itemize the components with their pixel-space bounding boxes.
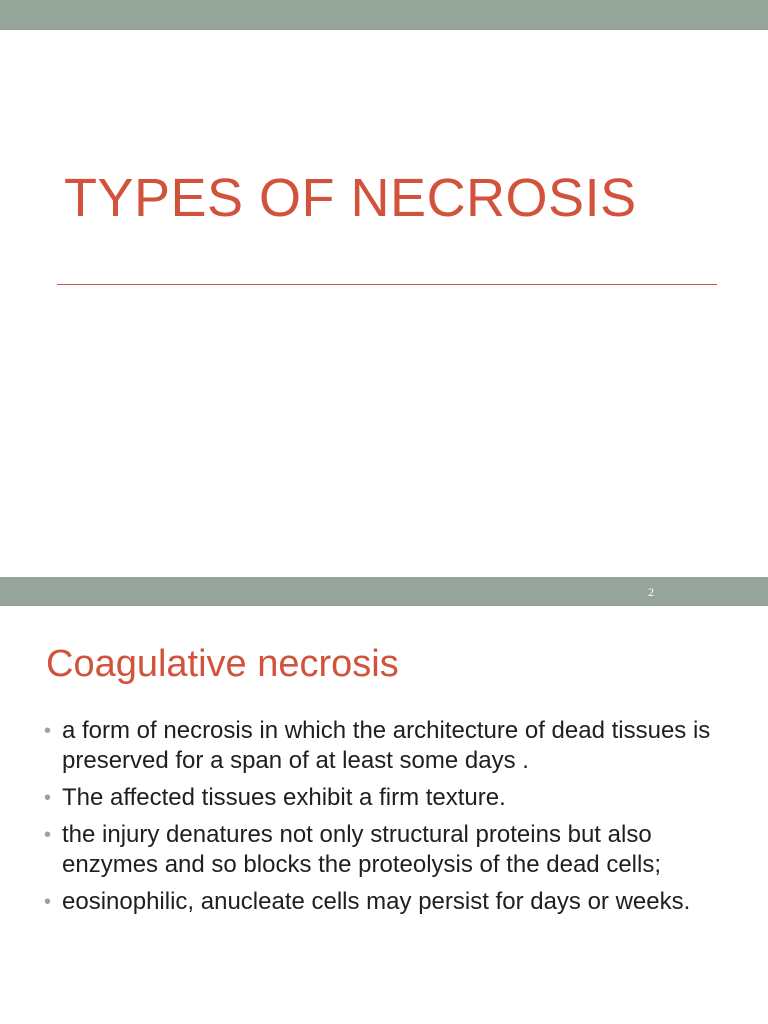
title-underline [57, 284, 717, 285]
bullet-icon: • [44, 824, 52, 846]
bullet-text: the injury denatures not only structural proteins but also enzymes and so blocks the proteolysis of the dead cells; [62, 821, 661, 878]
bullet-item [44, 783, 744, 813]
bullet-item [44, 716, 744, 776]
bullet-text: The affected tissues exhibit a firm texture. [62, 784, 506, 811]
bullet-icon: • [44, 787, 52, 809]
bullet-item [44, 820, 744, 880]
slide-heading: Coagulative necrosis [46, 643, 399, 685]
bullet-text: a form of necrosis in which the architecture of dead tissues is preserved for a span of at least some days . [62, 717, 711, 774]
bullet-icon: • [44, 891, 52, 913]
bullet-item [44, 887, 744, 917]
bullet-list [44, 716, 744, 924]
bullet-text: eosinophilic, anucleate cells may persist for days or weeks. [62, 888, 691, 915]
slide-number: 2 [648, 585, 654, 599]
top-accent-band [0, 0, 768, 30]
bullet-icon: • [44, 720, 52, 742]
slide-title: TYPES OF NECROSIS [64, 168, 637, 228]
